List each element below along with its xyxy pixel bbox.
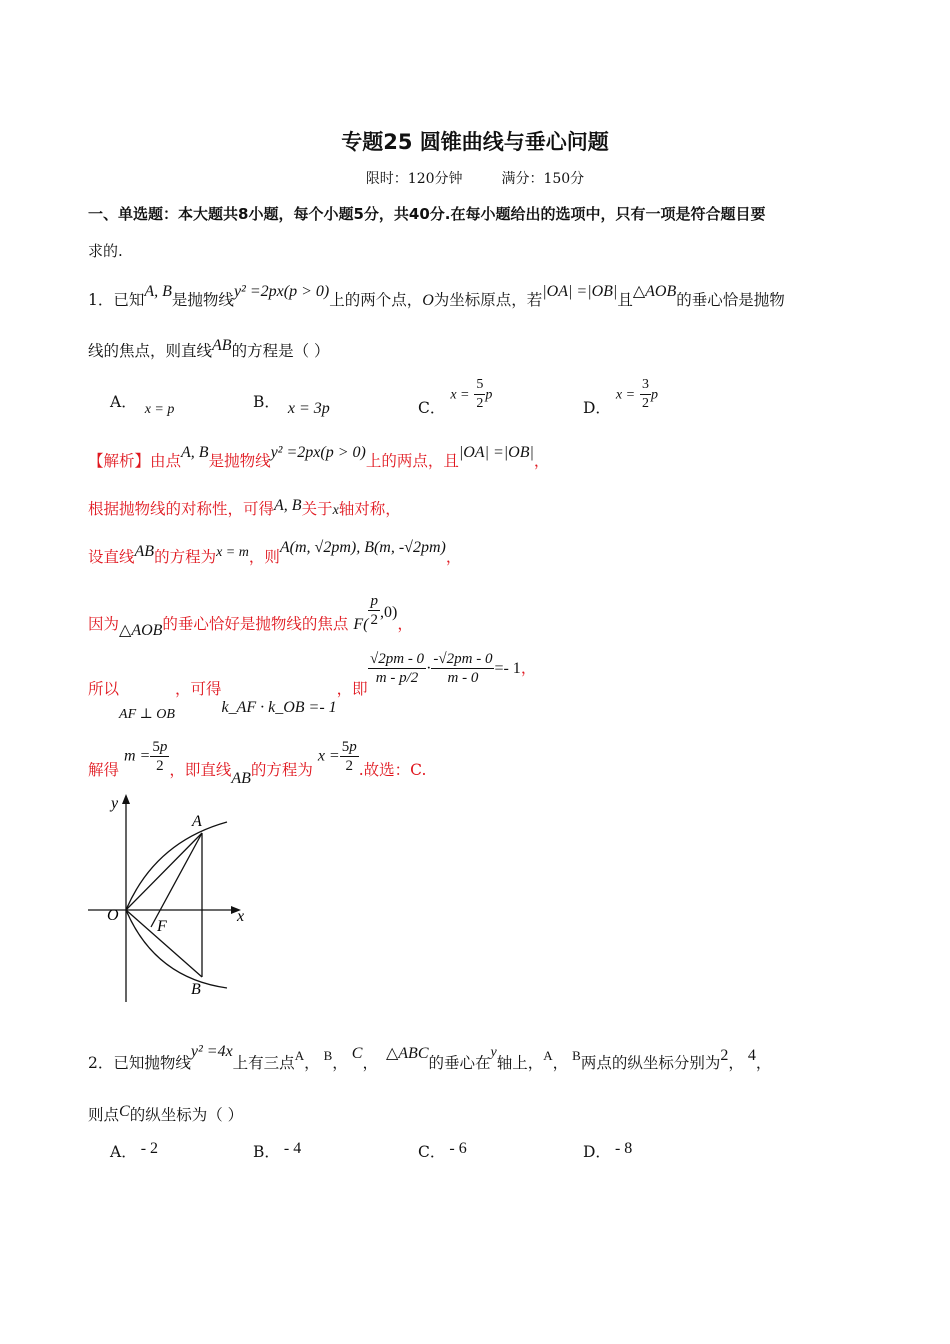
segment-oa: [126, 833, 202, 910]
sol-text: 关于: [301, 500, 333, 518]
sol-math: |OA| =|OB|: [458, 444, 534, 461]
solution-line3: [88, 539, 462, 570]
q2-option-a[interactable]: [110, 1140, 158, 1162]
solution-line4: [88, 592, 413, 639]
m-eq: m =: [123, 747, 151, 765]
q1-origin: O: [422, 292, 434, 309]
frac-den: m - 0: [447, 670, 479, 686]
option-value: - 4: [283, 1140, 302, 1157]
sol-text: ，则: [248, 548, 280, 566]
q1-line-ab: AB: [212, 337, 232, 354]
q1-condition: |OA| =|OB|: [542, 283, 618, 300]
q2-point-a: A: [543, 1048, 553, 1063]
sol-text: ，即直线: [169, 760, 232, 779]
frac-result: =- 1: [494, 660, 521, 677]
m-frac: $\frac{5p}{2}$: [152, 739, 168, 774]
q1-option-b[interactable]: [253, 390, 330, 417]
option-value: x = p: [144, 402, 175, 417]
q1-text: 是抛物线: [171, 291, 234, 309]
q2-stem-line2: [88, 1104, 243, 1127]
sol-text: 的垂心恰好是抛物线的焦点: [162, 614, 349, 633]
sol-math: A, B: [181, 444, 209, 461]
q1-text: 且: [617, 291, 633, 309]
focus-zero: ,0): [379, 603, 398, 621]
sol-text: 上的两点，且: [365, 452, 459, 470]
solution-fraction-eq: [368, 650, 536, 687]
sol-text: 因为: [88, 614, 120, 633]
option-value: - 6: [449, 1140, 467, 1157]
option-value-frac: $\frac{5}{2}$: [476, 377, 484, 411]
q2-text: 的垂心在: [428, 1054, 491, 1072]
q1-text: 上的两个点，: [329, 291, 423, 309]
option-value: - 8: [614, 1140, 633, 1157]
page-title: 专题25 圆锥曲线与垂心问题: [341, 130, 609, 154]
q1-option-c[interactable]: [418, 376, 493, 417]
q2-text: 轴上，: [496, 1054, 544, 1072]
sol-text: 解得: [88, 760, 120, 779]
q1-number: 1．已知: [88, 291, 145, 309]
label-b: B: [191, 981, 201, 998]
option-value: x = 3p: [287, 400, 330, 417]
solution-line6: [88, 738, 427, 787]
q2-point-b: B: [323, 1048, 333, 1063]
q2-point-b: B: [572, 1048, 581, 1063]
q1-stem-line1: [88, 283, 785, 312]
q1-option-a[interactable]: [110, 390, 175, 417]
option-label: A．: [110, 1143, 137, 1161]
sol-math: A(m, √2pm), B(m, -√2pm): [279, 539, 446, 556]
sol-math: AB: [134, 543, 155, 560]
sol-text: 所以: [88, 680, 120, 698]
label-a: A: [192, 813, 202, 830]
q2-text: 则点: [88, 1106, 120, 1124]
sol-text: ，可得: [174, 680, 222, 698]
label-o: O: [107, 907, 119, 924]
full-score: 满分：150分: [501, 171, 585, 187]
q1-text: 线的焦点，则直线: [88, 342, 213, 360]
sol-math: k_AF · k_OB =- 1: [221, 699, 337, 716]
q2-option-b[interactable]: [253, 1140, 301, 1162]
solution-line5: [88, 650, 368, 722]
option-label: A．: [110, 393, 137, 411]
option-label: B．: [253, 1143, 280, 1161]
sol-math: AB: [231, 769, 251, 787]
sol-text: ，: [397, 614, 413, 633]
sol-math: AF ⊥ OB: [119, 707, 175, 722]
q2-value-2: 4: [747, 1047, 756, 1064]
sol-text: ，: [520, 659, 537, 677]
sol-math: x: [332, 503, 339, 518]
q2-point-c: C: [351, 1045, 363, 1062]
y-axis-arrow: [122, 794, 130, 804]
sol-math: △AOB: [119, 621, 163, 639]
section-heading-line2: 求的.: [88, 242, 123, 260]
section-heading-line1: 一、单选题：本大题共8小题，每个小题5分，共40分.在每小题给出的选项中，只有一项是符合题目要: [88, 205, 766, 223]
frac-num: -√2pm - 0: [433, 651, 493, 667]
sol-text: ，: [533, 452, 550, 470]
x-frac: $\frac{5p}{2}$: [341, 739, 357, 774]
solution-label: 【解析】由点: [88, 452, 182, 470]
sol-math: y² =2px(p > 0): [270, 444, 366, 461]
label-f: F: [157, 918, 167, 935]
q2-axis: y: [490, 1045, 497, 1060]
q1-text: 的方程是（ ）: [231, 342, 330, 360]
x-eq: x =: [317, 747, 340, 765]
option-label: C．: [418, 1143, 446, 1161]
label-y: y: [111, 795, 119, 812]
time-limit: 限时：120分钟: [365, 171, 463, 187]
sol-text: 根据抛物线的对称性，可得: [88, 500, 275, 518]
sol-text: 是抛物线: [208, 452, 271, 470]
q1-points-ab: A, B: [144, 283, 172, 300]
q1-parabola-eq: y² =2px(p > 0): [233, 283, 330, 300]
q2-option-c[interactable]: [418, 1140, 467, 1162]
focus-frac: $\frac{p}{2}$: [370, 593, 378, 628]
sol-text: 的方程为: [154, 548, 217, 566]
parabola-curve: [126, 822, 227, 988]
q2-value-1: 2: [720, 1047, 729, 1064]
q2-parabola-eq: y² =4x: [190, 1043, 233, 1060]
sol-text: .故选：C.: [358, 760, 427, 779]
solution-line2: [88, 498, 401, 522]
frac-1: [368, 650, 426, 687]
solution-line1: [88, 444, 550, 473]
parabola-figure: [85, 790, 265, 1005]
exam-meta: [0, 168, 950, 188]
q2-stem-line1: 2．已知抛物线y² =4x上有三点$^A$， $^B$，C，△ABC的垂心在y轴上，$^A$， $^B$两点的纵坐标分别为2， 4，: [88, 1043, 772, 1072]
q2-option-d[interactable]: [583, 1140, 632, 1162]
option-value-frac: $\frac{3}{2}$: [641, 377, 649, 411]
option-label: C．: [418, 398, 446, 417]
option-label: D．: [583, 398, 611, 417]
sol-text: 的方程为: [250, 760, 313, 779]
frac-den: m - p/2: [375, 670, 419, 686]
q2-text: 两点的纵坐标分别为: [580, 1054, 721, 1072]
dot-op: ·: [426, 660, 432, 677]
q1-stem-line2: [88, 337, 330, 363]
option-value-p: p: [650, 387, 658, 403]
sol-text: 设直线: [88, 548, 135, 566]
option-value: - 2: [140, 1140, 159, 1157]
q2-text: 上有三点: [232, 1054, 295, 1072]
label-x: x: [237, 908, 245, 925]
sol-math: x = m: [216, 545, 249, 560]
focus-f: F(: [353, 615, 369, 633]
sol-text: 轴对称，: [338, 500, 401, 518]
frac-2: [431, 650, 494, 687]
segment-af: [151, 833, 202, 927]
option-value-prefix: x =: [450, 387, 470, 403]
q2-point-a: A: [294, 1048, 305, 1063]
q2-number: 2．已知抛物线: [88, 1054, 191, 1072]
q2-triangle: △ABC: [385, 1045, 429, 1062]
frac-num: √2pm - 0: [370, 651, 425, 667]
sol-math: A, B: [274, 497, 302, 514]
q2-text: 的纵坐标为（ ）: [129, 1106, 244, 1124]
option-value-prefix: x =: [615, 387, 636, 403]
q1-triangle: △AOB: [632, 283, 677, 300]
q1-text: 的垂心恰是抛物: [676, 291, 785, 309]
option-value-p: p: [485, 387, 493, 403]
sol-text: ，即: [336, 680, 368, 698]
option-label: B．: [253, 393, 280, 411]
q1-text: 为坐标原点，若: [433, 291, 543, 309]
option-label: D．: [583, 1143, 611, 1161]
q1-option-d[interactable]: [583, 376, 658, 417]
q2-point-c: C: [119, 1103, 130, 1120]
sol-text: ，: [445, 548, 462, 566]
